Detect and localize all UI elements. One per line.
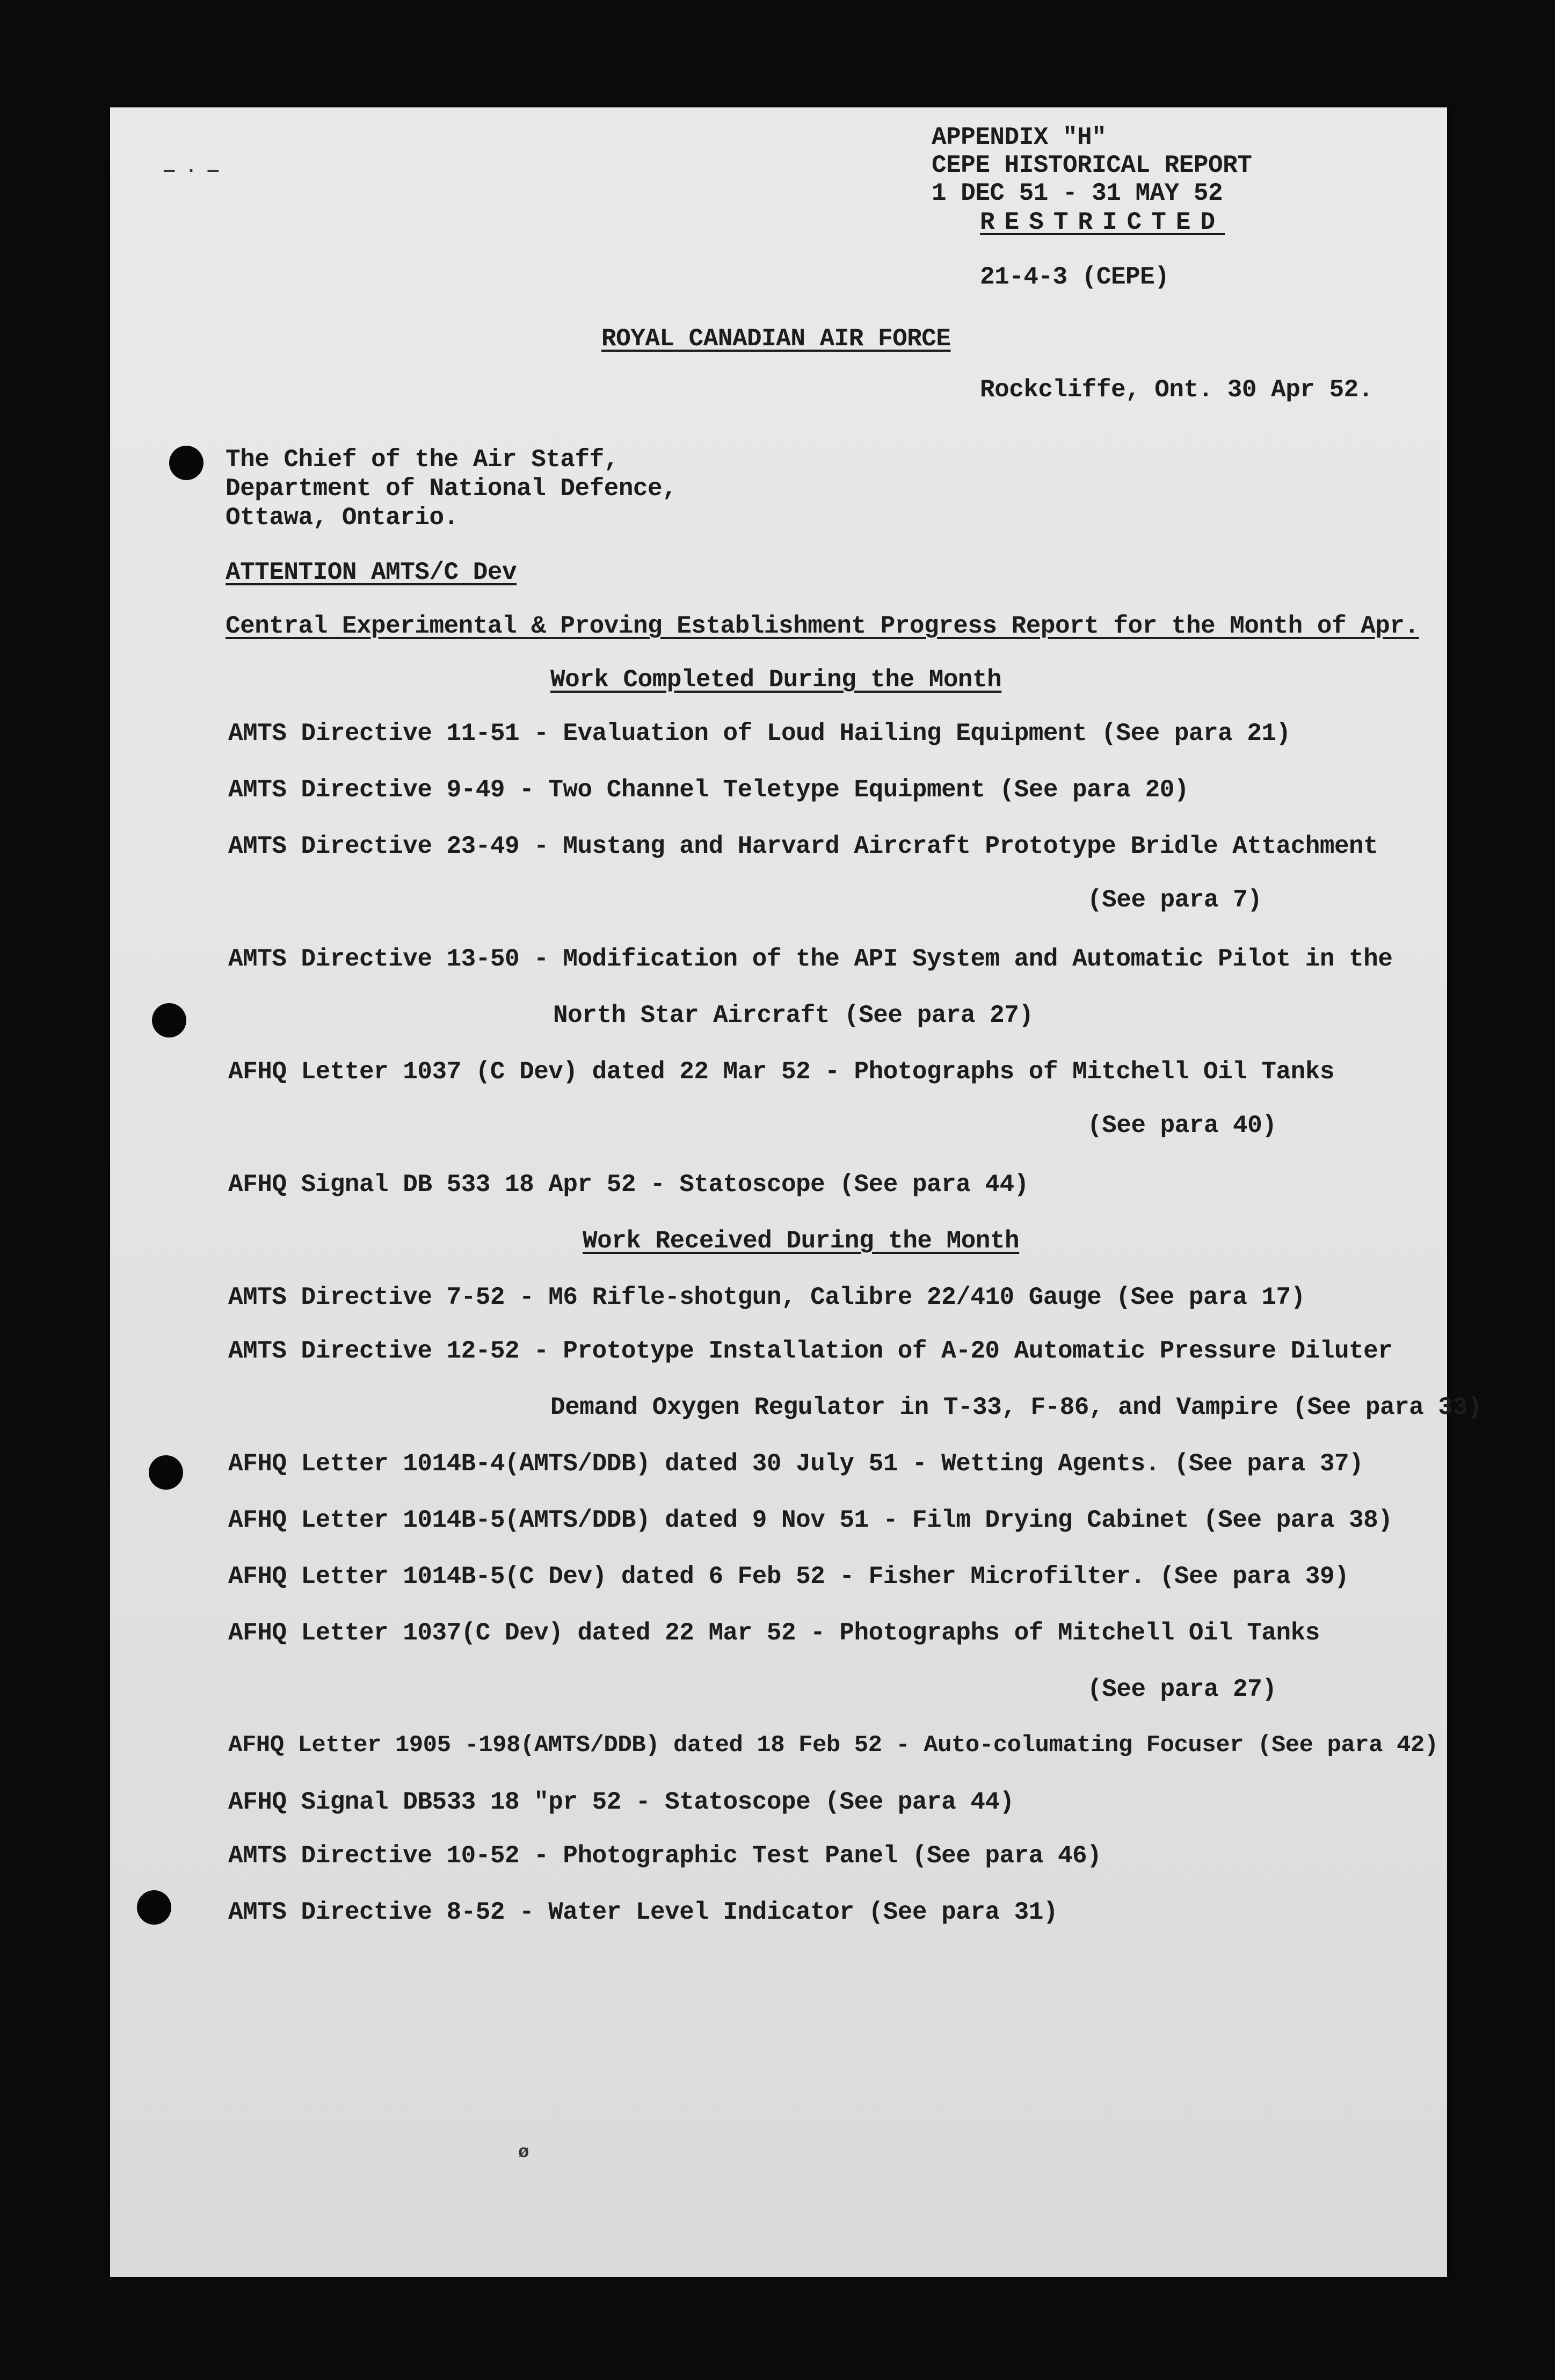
- list-item: AMTS Directive 23-49 - Mustang and Harvard Aircraft Prototype Bridle Attachment: [228, 832, 1378, 860]
- list-item-continuation: Demand Oxygen Regulator in T-33, F-86, and Vampire (See para 33): [550, 1394, 1482, 1421]
- list-item: AMTS Directive 13-50 - Modification of the API System and Automatic Pilot in the: [228, 945, 1393, 973]
- punch-hole: [169, 446, 204, 480]
- list-item: AFHQ Signal DB533 18 "pr 52 - Statoscope (See para 44): [228, 1788, 1014, 1816]
- list-item: AMTS Directive 8-52 - Water Level Indicator (See para 31): [228, 1898, 1058, 1926]
- list-item: AFHQ Letter 1905 -198(AMTS/DDB) dated 18 Feb 52 - Auto-columating Focuser (See para 42): [228, 1732, 1438, 1759]
- place-date: Rockcliffe, Ont. 30 Apr 52.: [980, 376, 1373, 404]
- stray-mark: — · —: [164, 161, 219, 182]
- list-item: AFHQ Letter 1037(C Dev) dated 22 Mar 52 - Photographs of Mitchell Oil Tanks: [228, 1619, 1320, 1647]
- list-item: AFHQ Signal DB 533 18 Apr 52 - Statoscope (See para 44): [228, 1171, 1029, 1199]
- list-item: AMTS Directive 9-49 - Two Channel Teletype Equipment (See para 20): [228, 776, 1189, 804]
- address-line: The Chief of the Air Staff,: [226, 446, 619, 474]
- document-page: [110, 107, 1482, 2277]
- punch-hole: [152, 1003, 186, 1037]
- list-item: AMTS Directive 7-52 - M6 Rifle-shotgun, Calibre 22/410 Gauge (See para 17): [228, 1283, 1305, 1311]
- file-reference: 21-4-3 (CEPE): [980, 263, 1169, 291]
- subject-line: Central Experimental & Proving Establishment Progress Report for the Month of Apr.: [226, 612, 1419, 640]
- list-item: AFHQ Letter 1014B-5(AMTS/DDB) dated 9 Nov 51 - Film Drying Cabinet (See para 38): [228, 1506, 1393, 1534]
- address-line: Ottawa, Ontario.: [226, 504, 459, 532]
- list-item: AMTS Directive 11-51 - Evaluation of Loud Hailing Equipment (See para 21): [228, 720, 1291, 748]
- punch-hole: [149, 1455, 183, 1490]
- attention-line: ATTENTION AMTS/C Dev: [226, 558, 517, 586]
- report-title: CEPE HISTORICAL REPORT: [932, 151, 1252, 179]
- list-item-continuation: North Star Aircraft (See para 27): [553, 1002, 1034, 1029]
- received-heading: Work Received During the Month: [583, 1227, 1020, 1255]
- list-item: AMTS Directive 10-52 - Photographic Test Panel (See para 46): [228, 1842, 1102, 1870]
- report-period: 1 DEC 51 - 31 MAY 52: [932, 179, 1223, 207]
- address-line: Department of National Defence,: [226, 475, 677, 503]
- list-item: AFHQ Letter 1014B-5(C Dev) dated 6 Feb 52 - Fisher Microfilter. (See para 39): [228, 1563, 1349, 1591]
- list-item: AFHQ Letter 1037 (C Dev) dated 22 Mar 52 - Photographs of Mitchell Oil Tanks: [228, 1058, 1334, 1086]
- list-item: AMTS Directive 12-52 - Prototype Installation of A-20 Automatic Pressure Diluter: [228, 1337, 1393, 1365]
- appendix-label: APPENDIX "H": [932, 124, 1107, 151]
- organization-heading: ROYAL CANADIAN AIR FORCE: [601, 325, 951, 353]
- stray-mark: ø: [518, 2143, 529, 2163]
- list-item: AFHQ Letter 1014B-4(AMTS/DDB) dated 30 July 51 - Wetting Agents. (See para 37): [228, 1450, 1364, 1478]
- punch-hole: [137, 1890, 171, 1925]
- list-item-continuation: (See para 40): [1087, 1112, 1277, 1140]
- list-item-continuation: (See para 7): [1087, 886, 1262, 914]
- list-item-continuation: (See para 27): [1087, 1675, 1277, 1703]
- classification-stamp: RESTRICTED: [980, 208, 1225, 236]
- completed-heading: Work Completed During the Month: [550, 666, 1002, 694]
